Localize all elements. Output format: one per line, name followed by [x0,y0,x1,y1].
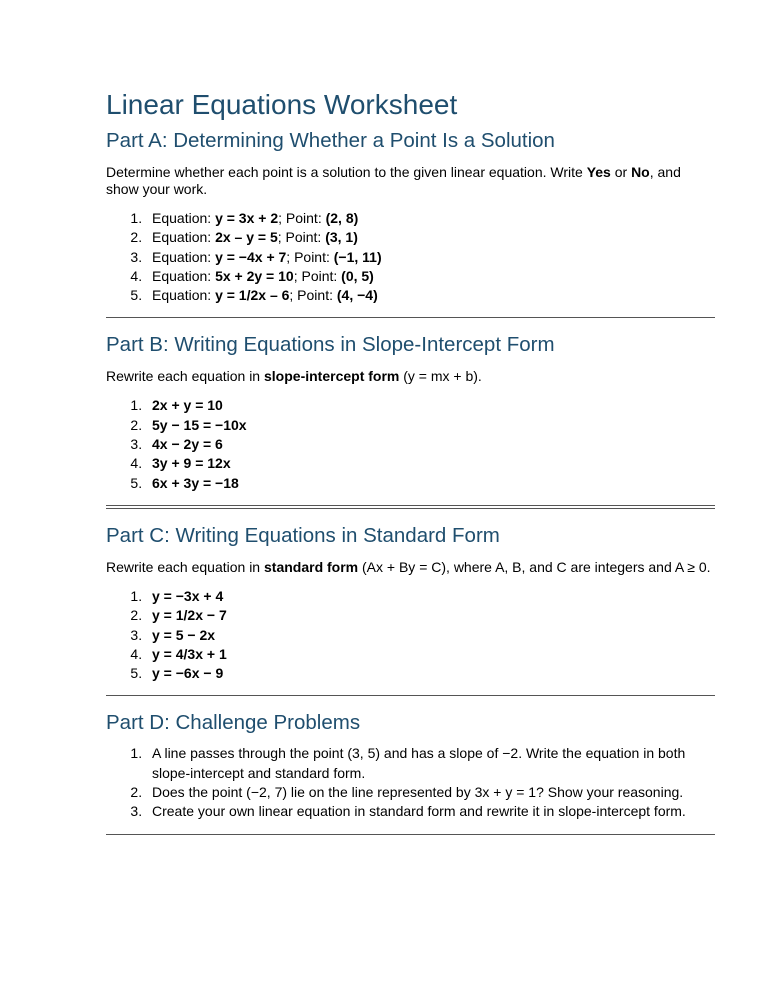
list-item: 1. y = −3x + 4 [146,587,715,606]
part-b-heading: Part B: Writing Equations in Slope-Intercept Form [106,333,555,357]
part-b-list [106,396,715,492]
list-item: 1. 2x + y = 10 [146,396,715,415]
list-item: 3. 4x − 2y = 6 [146,435,715,454]
list-item: 3. Create your own linear equation in standard form and rewrite it in slope-intercept form. [146,802,715,821]
list-item: 4. y = 4/3x + 1 [146,645,715,664]
part-c-heading: Part C: Writing Equations in Standard Form [106,523,500,547]
list-item: 4. Equation: 5x + 2y = 10; Point: (0, 5) [146,267,715,286]
part-a-instructions: Determine whether each point is a solution to the given linear equation. Write Yes or No, and show your work. [106,164,681,197]
list-item: 2. Does the point (−2, 7) lie on the line represented by 3x + y = 1? Show your reasoning. [146,783,715,802]
worksheet [106,88,715,849]
part-d-list [106,744,715,821]
divider [106,834,715,835]
list-item: 1. A line passes through the point (3, 5) and has a slope of −2. Write the equation in both slope-intercept and standard form. [146,744,715,783]
part-b-instructions: Rewrite each equation in slope-intercept form (y = mx + b). [106,368,482,385]
part-a-heading: Part A: Determining Whether a Point Is a Solution [106,129,555,152]
divider [106,317,715,318]
list-item: 3. Equation: y = −4x + 7; Point: (−1, 11) [146,248,715,267]
list-item: 5. Equation: y = 1/2x – 6; Point: (4, −4) [146,286,715,305]
list-item: 1. Equation: y = 3x + 2; Point: (2, 8) [146,209,715,228]
divider [106,695,715,696]
list-item: 2. y = 1/2x − 7 [146,606,715,625]
list-item: 5. 6x + 3y = −18 [146,474,715,493]
double-divider [106,505,715,509]
page-title: Linear Equations Worksheet [106,89,458,120]
list-item: 2. Equation: 2x – y = 5; Point: (3, 1) [146,228,715,247]
part-c-instructions: Rewrite each equation in standard form (Ax + By = C), where A, B, and C are integers and A ≥ 0. [106,558,711,575]
part-c-list [106,587,715,683]
part-d-heading: Part D: Challenge Problems [106,711,361,735]
list-item: 5. y = −6x − 9 [146,664,715,683]
list-item: 4. 3y + 9 = 12x [146,454,715,473]
list-item: 2. 5y − 15 = −10x [146,416,715,435]
list-item: 3. y = 5 − 2x [146,626,715,645]
part-a-list [106,209,715,305]
part-d [106,710,715,821]
